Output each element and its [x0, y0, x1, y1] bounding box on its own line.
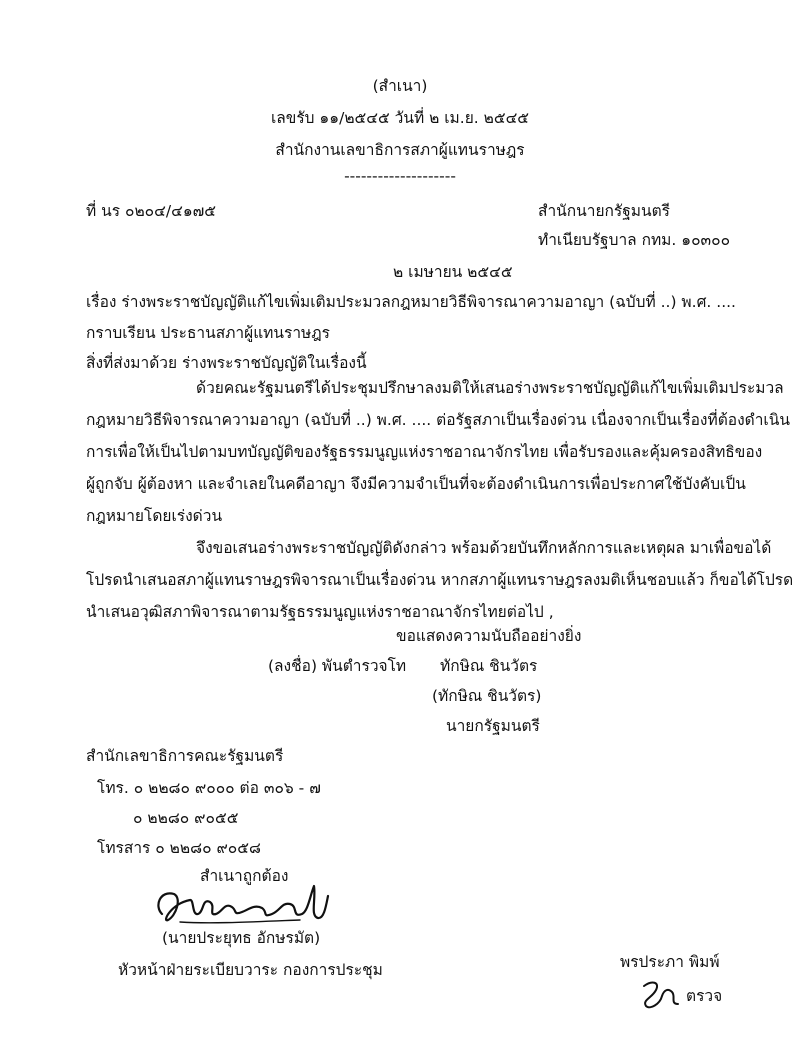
certifier-name: (นายประยุทธ อักษรมัต): [162, 929, 321, 947]
sender-office: สำนักนายกรัฐมนตรี: [538, 202, 670, 220]
closing-line: ขอแสดงความนับถืออย่างยิ่ง: [396, 627, 582, 645]
telephone-1: โทร. ๐ ๒๒๘๐ ๙๐๐๐ ต่อ ๓๐๖ - ๗: [97, 779, 321, 797]
fax-number: โทรสาร ๐ ๒๒๘๐ ๙๐๕๘: [97, 839, 261, 857]
handwritten-signature-icon: [150, 876, 340, 934]
body-paragraph-2: [86, 532, 794, 628]
receiving-office: สำนักงานเลขาธิการสภาผู้แทนราษฎร: [275, 141, 525, 159]
body-line: ด้วยคณะรัฐมนตรีได้ประชุมปรึกษาลงมติให้เสนอร่างพระราชบัญญัติแก้ไขเพิ่มเติมประมวล: [196, 379, 784, 397]
certified-copy-label: สำเนาถูกต้อง: [200, 867, 289, 885]
signed-prefix: (ลงชื่อ) พันตำรวจโท: [268, 657, 407, 675]
printed-name: (ทักษิณ ชินวัตร): [432, 687, 542, 705]
subject-line: เรื่อง ร่างพระราชบัญญัติแก้ไขเพิ่มเติมประมวลกฎหมายวิธีพิจารณาความอาญา (ฉบับที่ ..) พ.ศ. ....: [86, 293, 736, 311]
body-paragraph-1: [86, 372, 790, 532]
body-line: กฎหมายโดยเร่งด่วน: [86, 507, 223, 525]
signed-name: ทักษิณ ชินวัตร: [440, 657, 538, 675]
salutation: กราบเรียน ประธานสภาผู้แทนราษฎร: [86, 324, 330, 342]
signatory-position: นายกรัฐมนตรี: [446, 717, 540, 735]
contact-department: สำนักเลขาธิการคณะรัฐมนตรี: [86, 747, 284, 765]
enclosure-line: สิ่งที่ส่งมาด้วย ร่างพระราชบัญญัติในเรื่องนี้: [86, 354, 367, 372]
typist-line: พรประภา พิมพ์: [620, 953, 720, 971]
body-line: โปรดนำเสนอสภาผู้แทนราษฎรพิจารณาเป็นเรื่องด่วน หากสภาผู้แทนราษฎรลงมติเห็นชอบแล้ว ก็ขอได้โปรด: [86, 571, 794, 589]
sender-address: ทำเนียบรัฐบาล กทม. ๑๐๓๐๐: [538, 231, 731, 249]
reference-number: ที่ นร ๐๒๐๔/๔๑๗๕: [86, 202, 217, 220]
receipt-number: เลขรับ ๑๑/๒๕๔๕ วันที่ ๒ เม.ย. ๒๕๔๕: [270, 109, 530, 127]
document-date: ๒ เมษายน ๒๕๔๕: [393, 263, 513, 281]
initials-signature-icon: [638, 976, 684, 1012]
body-line: นำเสนอวุฒิสภาพิจารณาตามรัฐธรรมนูญแห่งราชอาณาจักรไทยต่อไป ,: [86, 603, 554, 621]
telephone-2: ๐ ๒๒๘๐ ๙๐๕๕: [133, 809, 239, 827]
body-line: จึงขอเสนอร่างพระราชบัญญัติดังกล่าว พร้อมด้วยบันทึกหลักการและเหตุผล มาเพื่อขอได้: [196, 539, 772, 557]
body-line: ผู้ถูกจับ ผู้ต้องหา และจำเลยในคดีอาญา จึงมีความจำเป็นที่จะต้องดำเนินการเพื่อประกาศใช้บังคับเป็น: [86, 475, 746, 493]
certifier-title: หัวหน้าฝ่ายระเบียบวาระ กองการประชุม: [118, 961, 383, 979]
header-divider: --------------------: [344, 167, 456, 185]
body-line: กฎหมายวิธีพิจารณาความอาญา (ฉบับที่ ..) พ.ศ. .... ต่อรัฐสภาเป็นเรื่องด่วน เนื่องจากเป็นเรื่องที่ต้องดำเนิน: [86, 411, 790, 429]
copy-mark: (สำเนา): [372, 77, 428, 95]
checker-mark: ตรวจ: [686, 987, 723, 1005]
body-line: การเพื่อให้เป็นไปตามบทบัญญัติของรัฐธรรมนูญแห่งราชอาณาจักรไทย เพื่อรับรองและคุ้มครองสิทธิของ: [86, 443, 763, 461]
